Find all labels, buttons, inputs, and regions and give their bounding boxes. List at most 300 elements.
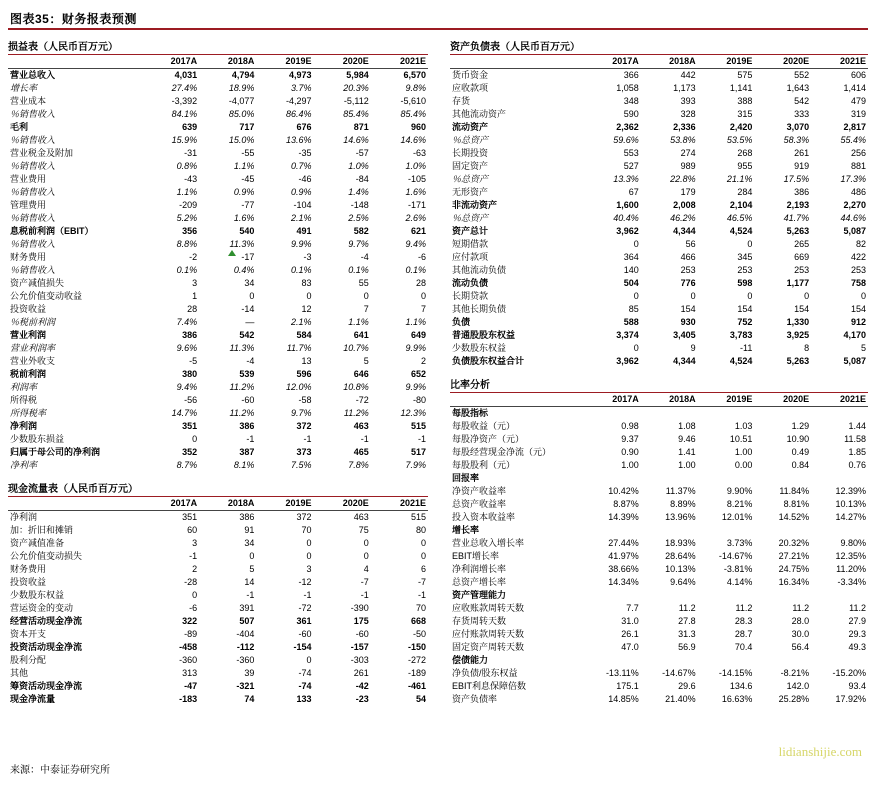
row-label: 营业外收支 bbox=[10, 356, 56, 366]
row-value: 12.3% bbox=[400, 408, 426, 418]
row-value: 676 bbox=[296, 122, 312, 132]
row-value: -45 bbox=[241, 174, 255, 184]
row-value: 1,141 bbox=[729, 83, 753, 93]
row-value: 13.3% bbox=[613, 174, 639, 184]
row-value: 8.1% bbox=[233, 460, 255, 470]
row-value: 0 bbox=[860, 291, 866, 301]
header-cell-year: 2017A bbox=[142, 55, 199, 69]
row-label: 营业利润 bbox=[10, 330, 47, 340]
row-value: 1,600 bbox=[616, 200, 639, 210]
row-value: 0 bbox=[747, 291, 753, 301]
row-label: 存货 bbox=[452, 96, 471, 106]
ratio-group-blank bbox=[754, 407, 811, 421]
row-value: 9.7% bbox=[348, 239, 369, 249]
row-value: 380 bbox=[182, 369, 198, 379]
row-value: 0.84 bbox=[791, 460, 810, 470]
row-value: 2 bbox=[192, 564, 198, 574]
row-value: -42 bbox=[355, 681, 369, 691]
row-value: 1.6% bbox=[233, 213, 255, 223]
row-label: ％总资产 bbox=[452, 213, 489, 223]
row-value: -4,077 bbox=[228, 96, 255, 106]
row-value: 47.0 bbox=[621, 642, 639, 652]
header-cell-year: 2018A bbox=[199, 497, 256, 511]
row-value: 0 bbox=[306, 538, 312, 548]
header-cell-year: 2018A bbox=[199, 55, 256, 69]
row-value: 386 bbox=[182, 330, 198, 340]
row-value: 517 bbox=[410, 447, 426, 457]
row-value: 0.4% bbox=[233, 265, 255, 275]
row-value: 9 bbox=[690, 343, 696, 353]
row-value: 29.6 bbox=[678, 681, 696, 691]
table-row bbox=[450, 550, 868, 563]
row-value: 179 bbox=[680, 187, 696, 197]
table-row bbox=[8, 186, 428, 199]
row-value: -7 bbox=[360, 577, 369, 587]
row-value: 1.03 bbox=[734, 421, 753, 431]
row-value: 639 bbox=[182, 122, 198, 132]
row-label: ％销售收入 bbox=[10, 239, 56, 249]
row-value: 1,173 bbox=[673, 83, 696, 93]
row-value: 85.0% bbox=[228, 109, 255, 119]
table-row bbox=[450, 186, 868, 199]
row-value: 606 bbox=[850, 70, 866, 80]
row-label: 其他流动负债 bbox=[452, 265, 507, 275]
row-value: 20.3% bbox=[343, 83, 369, 93]
table-row bbox=[450, 225, 868, 238]
row-value: 3,783 bbox=[729, 330, 753, 340]
row-value: 919 bbox=[794, 161, 810, 171]
row-value: 2.1% bbox=[291, 213, 312, 223]
row-label: ％总资产 bbox=[452, 135, 489, 145]
row-value: 154 bbox=[680, 304, 696, 314]
row-value: -105 bbox=[407, 174, 426, 184]
row-value: 0 bbox=[747, 239, 753, 249]
ratio-group-blank bbox=[641, 524, 698, 537]
row-value: -112 bbox=[236, 642, 255, 652]
header-cell-year: 2020E bbox=[314, 497, 371, 511]
row-value: 11.2% bbox=[343, 408, 369, 418]
row-value: 0 bbox=[633, 343, 639, 353]
row-value: 31.0 bbox=[621, 616, 639, 626]
row-value: 5 bbox=[860, 343, 866, 353]
row-label: 营业税金及附加 bbox=[10, 148, 74, 158]
table-row bbox=[8, 433, 428, 446]
header-cell-year: 2020E bbox=[754, 55, 811, 69]
row-value: 11.3% bbox=[229, 239, 255, 249]
row-value: 9.64% bbox=[670, 577, 696, 587]
table-row bbox=[450, 628, 868, 641]
row-value: 4,524 bbox=[729, 356, 753, 366]
cashflow-statement-title: 现金流量表（人民币百万元） bbox=[8, 480, 428, 497]
table-row bbox=[8, 290, 428, 303]
row-value: -321 bbox=[236, 681, 255, 691]
row-value: 21.40% bbox=[665, 694, 696, 704]
row-value: 253 bbox=[794, 265, 810, 275]
row-value: 4,344 bbox=[673, 356, 696, 366]
balance-sheet-table bbox=[450, 55, 868, 368]
row-value: 3,405 bbox=[673, 330, 696, 340]
row-value: -1 bbox=[303, 434, 312, 444]
row-value: -209 bbox=[179, 200, 198, 210]
row-value: 4,170 bbox=[843, 330, 866, 340]
row-value: 5,263 bbox=[786, 356, 810, 366]
row-label: 所得税 bbox=[10, 395, 38, 405]
row-value: 40.4% bbox=[613, 213, 639, 223]
row-value: 0 bbox=[633, 239, 639, 249]
row-value: 0.1% bbox=[405, 265, 426, 275]
row-value: 0 bbox=[192, 434, 198, 444]
row-label: 营业成本 bbox=[10, 96, 47, 106]
row-value: 2,420 bbox=[729, 122, 753, 132]
row-value: 9.80% bbox=[840, 538, 866, 548]
row-value: -14 bbox=[241, 304, 255, 314]
row-value: 11.2% bbox=[229, 382, 255, 392]
row-value: 598 bbox=[737, 278, 753, 288]
row-value: 39 bbox=[244, 668, 255, 678]
row-label: 少数股东权益 bbox=[10, 590, 65, 600]
row-label: ％总资产 bbox=[452, 174, 489, 184]
row-value: 14.6% bbox=[400, 135, 426, 145]
row-value: 351 bbox=[182, 512, 198, 522]
row-value: 313 bbox=[182, 668, 198, 678]
row-value: 27.44% bbox=[608, 538, 639, 548]
row-value: 31.3 bbox=[678, 629, 696, 639]
row-label: 流动资产 bbox=[452, 122, 489, 132]
row-value: 0 bbox=[363, 538, 369, 548]
row-label: 资本开支 bbox=[10, 629, 47, 639]
row-value: 1.85 bbox=[848, 447, 866, 457]
row-label: 营业总收入 bbox=[10, 70, 56, 80]
row-value: 322 bbox=[182, 616, 198, 626]
row-value: 28.3 bbox=[734, 616, 753, 626]
row-value: 12 bbox=[301, 304, 312, 314]
table-row bbox=[8, 355, 428, 368]
row-value: 0 bbox=[420, 538, 426, 548]
row-value: 16.34% bbox=[778, 577, 810, 587]
row-value: 15.9% bbox=[171, 135, 198, 145]
row-value: -89 bbox=[184, 629, 198, 639]
row-value: -157 bbox=[350, 642, 369, 652]
table-row bbox=[450, 264, 868, 277]
row-value: 553 bbox=[623, 148, 639, 158]
header-cell-year: 2019E bbox=[698, 393, 755, 407]
row-value: 1.0% bbox=[348, 161, 369, 171]
row-value: 442 bbox=[680, 70, 696, 80]
ratio-group-label: 增长率 bbox=[452, 525, 480, 535]
row-value: 11.2 bbox=[849, 603, 866, 613]
ratio-group-blank bbox=[641, 654, 698, 667]
table-header-row bbox=[8, 497, 428, 511]
table-row bbox=[8, 550, 428, 563]
row-value: 18.9% bbox=[228, 83, 255, 93]
table-row bbox=[450, 134, 868, 147]
header-cell-blank bbox=[8, 497, 142, 511]
table-row bbox=[450, 316, 868, 329]
row-value: 80 bbox=[415, 525, 426, 535]
right-column bbox=[450, 38, 868, 706]
row-value: 372 bbox=[296, 512, 312, 522]
row-label: 所得税率 bbox=[10, 408, 47, 418]
row-value: -4,297 bbox=[286, 96, 312, 106]
table-row bbox=[450, 615, 868, 628]
row-value: 540 bbox=[239, 226, 255, 236]
table-row bbox=[8, 108, 428, 121]
row-label: 应收款项 bbox=[452, 83, 489, 93]
row-label: 净利润增长率 bbox=[452, 564, 507, 574]
row-value: 1.1% bbox=[348, 317, 369, 327]
header-cell-year: 2018A bbox=[641, 393, 698, 407]
spacer-1 bbox=[8, 472, 428, 480]
row-value: 649 bbox=[410, 330, 426, 340]
row-value: 486 bbox=[850, 187, 866, 197]
row-value: 1.00 bbox=[621, 460, 639, 470]
balance-sheet-body bbox=[450, 55, 868, 368]
row-value: 256 bbox=[850, 148, 866, 158]
table-row bbox=[8, 238, 428, 251]
table-row bbox=[450, 95, 868, 108]
row-label: 资产减值准备 bbox=[10, 538, 65, 548]
row-value: 253 bbox=[737, 265, 753, 275]
ratio-group-blank bbox=[698, 524, 755, 537]
row-value: 10.13% bbox=[665, 564, 696, 574]
row-value: 0 bbox=[306, 655, 312, 665]
row-value: 3 bbox=[192, 278, 198, 288]
ratio-group-blank bbox=[811, 407, 868, 421]
ratio-group-blank bbox=[698, 589, 755, 602]
row-label: 每股收益（元） bbox=[452, 421, 516, 431]
row-value: 13 bbox=[301, 356, 312, 366]
row-value: 0.76 bbox=[848, 460, 866, 470]
row-value: 70 bbox=[415, 603, 426, 613]
table-row bbox=[450, 238, 868, 251]
ratio-group-blank bbox=[584, 524, 641, 537]
header-cell-year: 2019E bbox=[256, 497, 313, 511]
cashflow-statement-table bbox=[8, 497, 428, 706]
row-value: 56.4 bbox=[791, 642, 810, 652]
header-cell-year: 2017A bbox=[142, 497, 199, 511]
row-label: ％销售收入 bbox=[10, 187, 56, 197]
table-row bbox=[8, 459, 428, 472]
table-row bbox=[8, 264, 428, 277]
row-label: 资产减值损失 bbox=[10, 278, 65, 288]
table-row bbox=[450, 173, 868, 186]
row-value: 46.5% bbox=[726, 213, 753, 223]
table-row bbox=[8, 615, 428, 628]
row-value: 70.4 bbox=[734, 642, 753, 652]
table-row bbox=[450, 563, 868, 576]
table-row bbox=[8, 511, 428, 525]
row-value: 0.8% bbox=[176, 161, 198, 171]
row-value: 7 bbox=[420, 304, 426, 314]
table-row bbox=[8, 160, 428, 173]
row-value: -5,112 bbox=[343, 96, 369, 106]
row-value: 5.2% bbox=[176, 213, 198, 223]
row-value: 25.28% bbox=[778, 694, 810, 704]
row-value: -189 bbox=[407, 668, 426, 678]
header-cell-blank bbox=[450, 55, 584, 69]
row-value: 58.3% bbox=[783, 135, 810, 145]
ratio-group-label: 回报率 bbox=[452, 473, 480, 483]
table-row bbox=[450, 485, 868, 498]
table-row bbox=[450, 420, 868, 433]
table-row bbox=[450, 160, 868, 173]
row-value: 386 bbox=[239, 421, 255, 431]
table-row bbox=[8, 251, 428, 264]
header-cell-year: 2018A bbox=[641, 55, 698, 69]
row-label: 财务费用 bbox=[10, 564, 47, 574]
row-value: 7.7 bbox=[626, 603, 639, 613]
ratio-group-header bbox=[450, 524, 868, 537]
balance-sheet-title: 资产负债表（人民币百万元） bbox=[450, 38, 868, 55]
table-row bbox=[8, 667, 428, 680]
row-value: 6 bbox=[420, 564, 426, 574]
row-value: 391 bbox=[239, 603, 255, 613]
row-value: 75 bbox=[358, 525, 369, 535]
table-row bbox=[8, 147, 428, 160]
row-value: 2,817 bbox=[843, 122, 866, 132]
row-value: 515 bbox=[410, 421, 426, 431]
row-value: 3,962 bbox=[616, 356, 639, 366]
row-label: 负债股东权益合计 bbox=[452, 356, 525, 366]
row-value: 356 bbox=[182, 226, 198, 236]
row-label: 公允价值变动损失 bbox=[10, 551, 83, 561]
row-value: 28 bbox=[415, 278, 426, 288]
row-value: 83 bbox=[301, 278, 312, 288]
row-label: 净利润 bbox=[10, 421, 38, 431]
table-row bbox=[8, 173, 428, 186]
table-row bbox=[8, 563, 428, 576]
row-value: 14.34% bbox=[608, 577, 639, 587]
ratio-analysis-body bbox=[450, 393, 868, 706]
income-statement-title: 损益表（人民币百万元） bbox=[8, 38, 428, 55]
row-value: 588 bbox=[623, 317, 639, 327]
row-value: 9.7% bbox=[291, 408, 312, 418]
row-value: 752 bbox=[737, 317, 753, 327]
row-value: 515 bbox=[410, 512, 426, 522]
row-value: 393 bbox=[680, 96, 696, 106]
ratio-group-blank bbox=[811, 589, 868, 602]
row-value: 12.0% bbox=[286, 382, 312, 392]
row-value: 4,794 bbox=[231, 70, 255, 80]
row-value: 4.14% bbox=[726, 577, 753, 587]
row-value: 1,177 bbox=[786, 278, 810, 288]
row-value: 1.44 bbox=[848, 421, 866, 431]
table-row bbox=[8, 589, 428, 602]
income-statement-body bbox=[8, 55, 428, 472]
ratio-analysis-title: 比率分析 bbox=[450, 376, 868, 393]
table-row bbox=[450, 121, 868, 134]
row-value: 8.21% bbox=[726, 499, 753, 509]
row-value: 85.4% bbox=[400, 109, 426, 119]
row-value: 46.2% bbox=[670, 213, 696, 223]
header-cell-year: 2021E bbox=[811, 393, 868, 407]
row-value: 871 bbox=[353, 122, 369, 132]
table-row bbox=[8, 303, 428, 316]
row-value: 5,984 bbox=[346, 70, 369, 80]
row-value: 28.64% bbox=[665, 551, 696, 561]
ratio-group-blank bbox=[754, 524, 811, 537]
row-value: 10.7% bbox=[343, 343, 369, 353]
ratio-group-header bbox=[450, 654, 868, 667]
row-label: 非流动资产 bbox=[452, 200, 498, 210]
row-value: 315 bbox=[737, 109, 753, 119]
row-label: 营业利润率 bbox=[10, 343, 56, 353]
row-value: 67 bbox=[628, 187, 639, 197]
row-value: 504 bbox=[623, 278, 639, 288]
row-value: 175 bbox=[353, 616, 369, 626]
table-row bbox=[8, 277, 428, 290]
row-value: 0.9% bbox=[233, 187, 255, 197]
row-label: 固定资产 bbox=[452, 161, 489, 171]
row-value: 4,973 bbox=[289, 70, 312, 80]
row-value: -74 bbox=[298, 668, 312, 678]
income-statement-table bbox=[8, 55, 428, 472]
row-value: 49.3 bbox=[848, 642, 866, 652]
row-value: 1.00 bbox=[678, 460, 696, 470]
table-row bbox=[450, 147, 868, 160]
row-value: 463 bbox=[353, 421, 369, 431]
row-label: 应付款项 bbox=[452, 252, 489, 262]
row-value: 0.7% bbox=[291, 161, 312, 171]
row-value: 1,643 bbox=[786, 83, 810, 93]
row-value: -3.34% bbox=[837, 577, 866, 587]
row-value: 0 bbox=[249, 551, 255, 561]
row-value: 4 bbox=[363, 564, 369, 574]
ratio-group-blank bbox=[584, 472, 641, 485]
table-row bbox=[450, 537, 868, 550]
row-value: 34 bbox=[244, 278, 255, 288]
row-value: 44.6% bbox=[840, 213, 866, 223]
table-row bbox=[8, 368, 428, 381]
table-row bbox=[8, 394, 428, 407]
row-value: 7.8% bbox=[348, 460, 369, 470]
row-value: -84 bbox=[355, 174, 369, 184]
row-value: 17.3% bbox=[840, 174, 866, 184]
table-row bbox=[450, 693, 868, 706]
row-value: 15.0% bbox=[228, 135, 255, 145]
row-value: -5 bbox=[189, 356, 198, 366]
ratio-group-label: 偿债能力 bbox=[452, 655, 489, 665]
row-value: 542 bbox=[794, 96, 810, 106]
row-value: -57 bbox=[355, 148, 369, 158]
row-value: 9.37 bbox=[621, 434, 639, 444]
row-value: 364 bbox=[623, 252, 639, 262]
row-label: ％销售收入 bbox=[10, 161, 56, 171]
table-row bbox=[8, 654, 428, 667]
table-row bbox=[8, 407, 428, 420]
row-value: 154 bbox=[794, 304, 810, 314]
ratio-group-blank bbox=[584, 589, 641, 602]
row-value: 352 bbox=[182, 447, 198, 457]
row-value: 582 bbox=[353, 226, 369, 236]
row-value: 38.66% bbox=[608, 564, 639, 574]
row-label: 营业总收入增长率 bbox=[452, 538, 525, 548]
row-value: 8.7% bbox=[176, 460, 198, 470]
ratio-group-label: 每股指标 bbox=[452, 408, 489, 418]
table-row bbox=[8, 199, 428, 212]
row-label: 长期投资 bbox=[452, 148, 489, 158]
row-value: -74 bbox=[298, 681, 312, 691]
row-value: -60 bbox=[241, 395, 255, 405]
row-value: 1.00 bbox=[734, 447, 753, 457]
row-value: -183 bbox=[179, 694, 198, 704]
row-value: 2,104 bbox=[729, 200, 753, 210]
row-label: 归属于母公司的净利润 bbox=[10, 447, 101, 457]
row-value: 54 bbox=[415, 694, 426, 704]
row-value: 10.51 bbox=[729, 434, 753, 444]
row-value: -13.11% bbox=[605, 668, 639, 678]
row-value: 372 bbox=[296, 421, 312, 431]
